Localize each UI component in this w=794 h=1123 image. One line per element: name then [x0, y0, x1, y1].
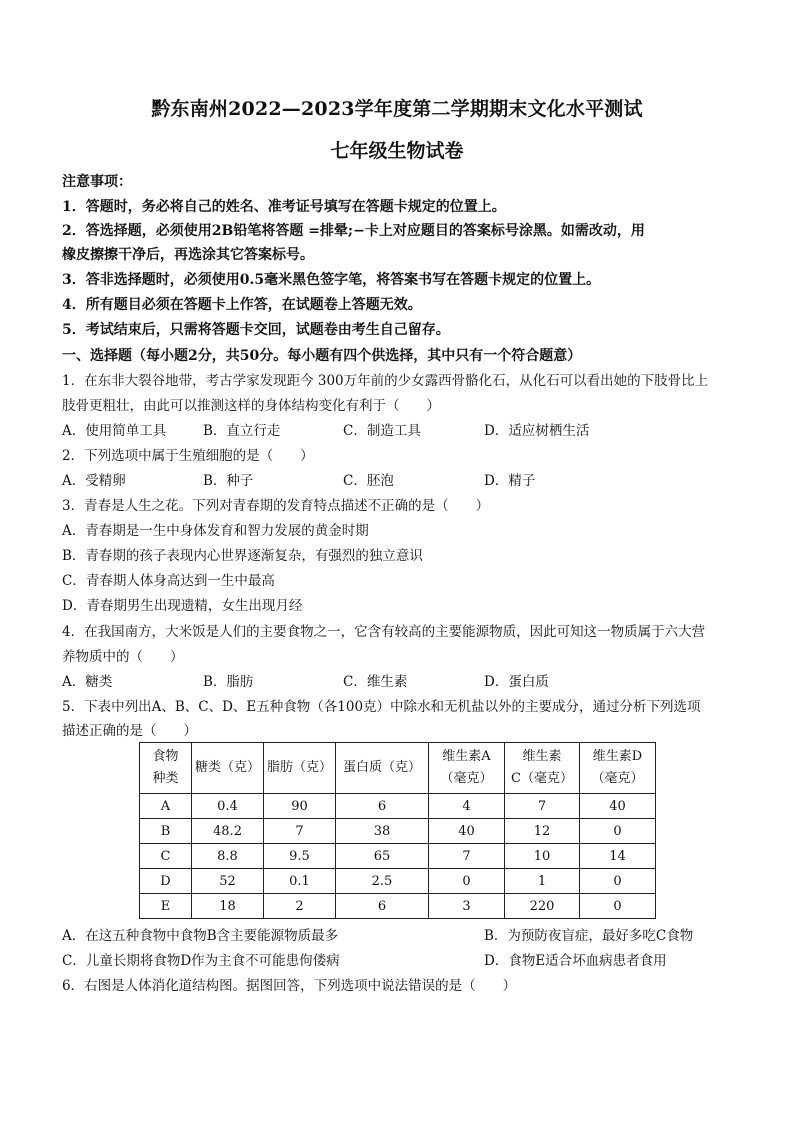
table-cell: 7	[505, 794, 580, 819]
table-cell: 220	[505, 894, 580, 919]
table-header-cell: 维生素A （毫克）	[429, 743, 505, 794]
table-cell: 40	[580, 794, 656, 819]
table-header-cell: 维生素D （毫克）	[580, 743, 656, 794]
table-row	[140, 794, 656, 819]
table-cell: 2	[264, 894, 336, 919]
table-cell: 2.5	[336, 869, 429, 894]
q3-option-a: A．青春期是一生中身体发育和智力发展的黄金时期	[62, 523, 369, 539]
table-cell: 0.1	[264, 869, 336, 894]
table-cell: 0	[429, 869, 505, 894]
table-cell: 7	[429, 844, 505, 869]
q1-option-d: D．适应树栖生活	[484, 423, 590, 439]
table-cell: 3	[429, 894, 505, 919]
table-cell: 12	[505, 819, 580, 844]
notice-item: 4．所有题目必须在答题卡上作答，在试题卷上答题无效。	[62, 297, 422, 313]
question-5-stem: 5．下表中列出A、B、C、D、E五种食物（各100克）中除水和无机盐以外的主要成分，通过分析下列选项	[62, 699, 701, 715]
notice-item: 1．答题时，务必将自己的姓名、准考证号填写在答题卡规定的位置上。	[62, 199, 506, 215]
table-cell: 1	[505, 869, 580, 894]
q1-option-c: C．制造工具	[343, 423, 421, 439]
table-header-cell: 食物 种类	[140, 743, 192, 794]
q3-option-b: B．青春期的孩子表现内心世界逐渐复杂，有强烈的独立意识	[62, 548, 423, 564]
table-header-cell: 脂肪（克）	[264, 743, 336, 794]
question-1-stem: 1．在东非大裂谷地带，考古学家发现距今 300万年前的少女露西骨骼化石，从化石可以看出她的下肢骨比上	[62, 373, 709, 389]
table-cell: 6	[336, 894, 429, 919]
notice-item: 3．答非选择题时，必须使用0.5毫米黑色签字笔，将答案书写在答题卡规定的位置上。	[62, 272, 601, 288]
table-cell: B	[140, 819, 192, 844]
table-cell: 18	[192, 894, 264, 919]
q5-option-a: A．在这五种食物中食物B含主要能源物质最多	[62, 928, 339, 944]
table-cell: 4	[429, 794, 505, 819]
exam-subtitle: 七年级生物试卷	[330, 140, 464, 162]
table-cell: 38	[336, 819, 429, 844]
table-cell: 10	[505, 844, 580, 869]
table-cell: 8.8	[192, 844, 264, 869]
q1-option-b: B．直立行走	[203, 423, 281, 439]
q4-option-a: A．糖类	[62, 674, 113, 690]
table-row	[140, 894, 656, 919]
notice-item: 2．答选择题，必须使用2B铅笔将答题 =排晕;−卡上对应题目的答案标号涂黑。如需改动，用	[62, 223, 645, 239]
table-cell: 14	[580, 844, 656, 869]
table-cell: 52	[192, 869, 264, 894]
notice-item: 5．考试结束后，只需将答题卡交回，试题卷由考生自己留存。	[62, 322, 450, 338]
question-2-stem: 2．下列选项中属于生殖细胞的是（ ）	[62, 448, 314, 464]
exam-title: 黔东南州2022—2023学年度第二学期期末文化水平测试	[151, 98, 643, 120]
table-cell: 90	[264, 794, 336, 819]
table-cell: 9.5	[264, 844, 336, 869]
q3-option-d: D．青春期男生出现遗精，女生出现月经	[62, 598, 303, 614]
table-row	[140, 844, 656, 869]
table-cell: 65	[336, 844, 429, 869]
question-4-stem: 养物质中的（ ）	[62, 649, 184, 665]
table-cell: 0	[580, 869, 656, 894]
table-cell: E	[140, 894, 192, 919]
question-6-stem: 6．右图是人体消化道结构图。据图回答，下列选项中说法错误的是（ ）	[62, 978, 517, 994]
table-cell: C	[140, 844, 192, 869]
q1-option-a: A．使用简单工具	[62, 423, 167, 439]
table-header-cell: 蛋白质（克）	[336, 743, 429, 794]
table-cell: 40	[429, 819, 505, 844]
q2-option-b: B．种子	[203, 473, 254, 489]
section-heading: 一、选择题（每小题2分，共50分。每小题有四个供选择，其中只有一个符合题意）	[62, 348, 582, 364]
table-header-cell: 糖类（克）	[192, 743, 264, 794]
table-cell: 0	[580, 819, 656, 844]
table-cell: 0.4	[192, 794, 264, 819]
q5-option-d: D．食物E适合坏血病患者食用	[484, 953, 667, 969]
notice-heading: 注意事项：	[62, 174, 132, 190]
food-nutrient-table	[139, 742, 656, 919]
q3-option-c: C．青春期人体身高达到一生中最高	[62, 573, 275, 589]
table-row	[140, 819, 656, 844]
q2-option-d: D．精子	[484, 473, 536, 489]
table-header-cell: 维生素 C（毫克）	[505, 743, 580, 794]
table-row	[140, 869, 656, 894]
table-cell: A	[140, 794, 192, 819]
table-header-row	[140, 743, 656, 794]
question-5-stem: 描述正确的是（ ）	[62, 723, 197, 739]
q4-option-d: D．蛋白质	[484, 674, 549, 690]
q4-option-b: B．脂肪	[203, 674, 254, 690]
q2-option-c: C．胚泡	[343, 473, 394, 489]
table-cell: D	[140, 869, 192, 894]
q5-option-c: C．儿童长期将食物D作为主食不可能患佝偻病	[62, 953, 340, 969]
q2-option-a: A．受精卵	[62, 473, 126, 489]
question-3-stem: 3．青春是人生之花。下列对青春期的发育特点描述不正确的是（ ）	[62, 498, 490, 514]
q4-option-c: C．维生素	[343, 674, 408, 690]
question-4-stem: 4．在我国南方，大米饭是人们的主要食物之一，它含有较高的主要能源物质，因此可知这一物质属于六大营	[62, 624, 706, 640]
table-cell: 48.2	[192, 819, 264, 844]
question-1-stem: 肢骨更粗壮，由此可以推测这样的身体结构变化有利于（ ）	[62, 398, 440, 414]
table-cell: 6	[336, 794, 429, 819]
table-cell: 0	[580, 894, 656, 919]
notice-item: 橡皮擦擦干净后，再选涂其它答案标号。	[62, 247, 314, 263]
table-cell: 7	[264, 819, 336, 844]
q5-option-b: B．为预防夜盲症，最好多吃C食物	[484, 928, 694, 944]
